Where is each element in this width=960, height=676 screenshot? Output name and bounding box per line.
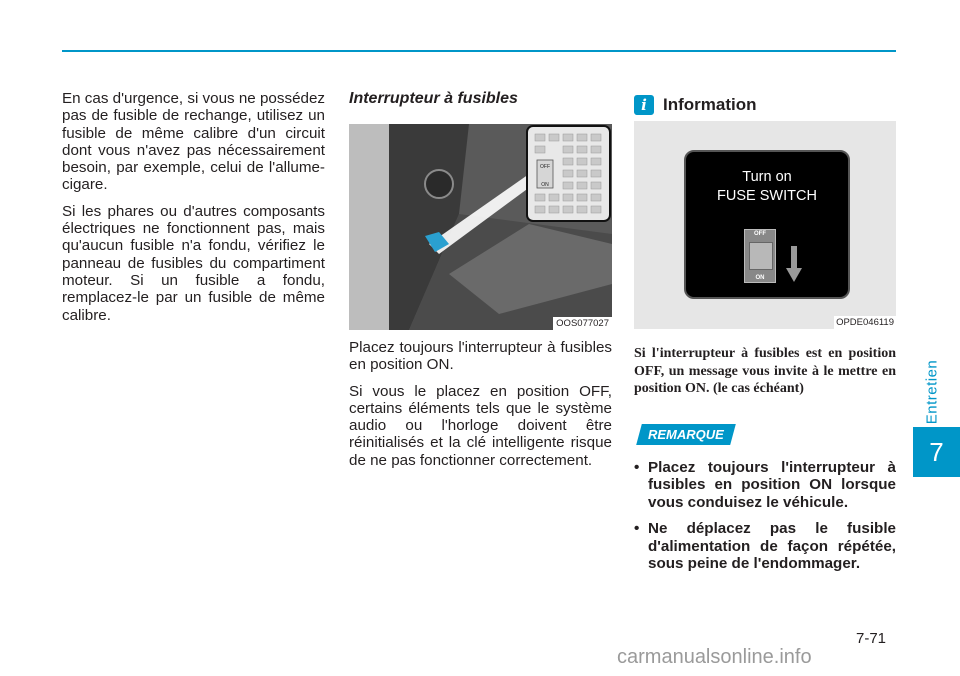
photo-caption: OOS077027 <box>553 317 612 330</box>
fuse-off-label: OFF <box>540 164 550 170</box>
remarque-label: REMARQUE <box>648 426 724 442</box>
cluster-screen <box>684 150 850 299</box>
dashboard-illustration <box>349 124 612 330</box>
top-rule <box>62 50 896 52</box>
page-number: 7-71 <box>856 630 887 647</box>
switch-on-label: ON <box>755 275 765 281</box>
list-item <box>634 459 896 512</box>
chapter-tab: 7 <box>913 427 960 477</box>
paragraph-emergency: En cas d'urgence, si vous ne possédez pas de fusible de rechange, utilisez un fusible de même calibre d'un circuit dont vous n'avez pas nécessairement besoin, par exemple, celui de l'allume-cigare. <box>62 90 325 194</box>
switch-knob <box>749 242 773 270</box>
paragraph-check-fuses: Si les phares ou d'autres composants électriques ne fonctionnent pas, mais qu'aucun fusible n'a fondu, vérifiez le panneau de fusibles du compartiment moteur. Si un fusible a fondu, remplacez-le par un fusible de même calibre. <box>62 202 325 324</box>
remarque-badge <box>636 424 735 445</box>
list-item <box>634 520 896 573</box>
image-caption: OPDE046119 <box>836 317 894 328</box>
arrow-down-icon <box>786 246 802 282</box>
switch-off-label: OFF <box>754 231 766 237</box>
information-text: Si l'interrupteur à fusibles est en position OFF, un message vous invite à le mettre en position ON. (le cas échéant) <box>634 346 896 396</box>
section-heading: Interrupteur à fusibles <box>349 90 518 107</box>
column-1 <box>62 90 325 333</box>
information-header <box>634 95 896 115</box>
section-label: Entretien <box>923 359 941 425</box>
screen-line-1: Turn on <box>742 169 792 185</box>
note-text: Ne déplacez pas le fusible d'alimentation de façon répétée, sous peine de l'endommager. <box>648 520 896 572</box>
column-2 <box>349 90 612 478</box>
bullet: • <box>634 458 640 476</box>
paragraph-keep-on: Placez toujours l'interrupteur à fusibles en position ON. <box>349 339 612 374</box>
screen-line-2: FUSE SWITCH <box>717 188 817 204</box>
fuse-switch-photo <box>349 124 612 330</box>
info-icon: i <box>634 95 654 115</box>
bullet: • <box>634 520 640 537</box>
fuse-on-label: ON <box>541 182 549 188</box>
note-text: Placez toujours l'interrupteur à fusibles en position ON lorsque vous conduisez le véhicule. <box>648 458 896 511</box>
cluster-message-image <box>634 121 896 329</box>
fuse-switch-graphic <box>744 229 776 283</box>
notes-list <box>634 459 896 573</box>
paragraph-off-effects: Si vous le placez en position OFF, certains éléments tels que le système audio ou l'horloge doivent être réinitialisés et la clé intelligente risque de ne pas fonctionner correctement. <box>349 382 612 469</box>
footer-watermark: carmanualsonline.info <box>617 646 812 668</box>
column-3 <box>634 95 896 582</box>
information-title: Information <box>663 95 757 114</box>
screen-message <box>686 168 848 206</box>
